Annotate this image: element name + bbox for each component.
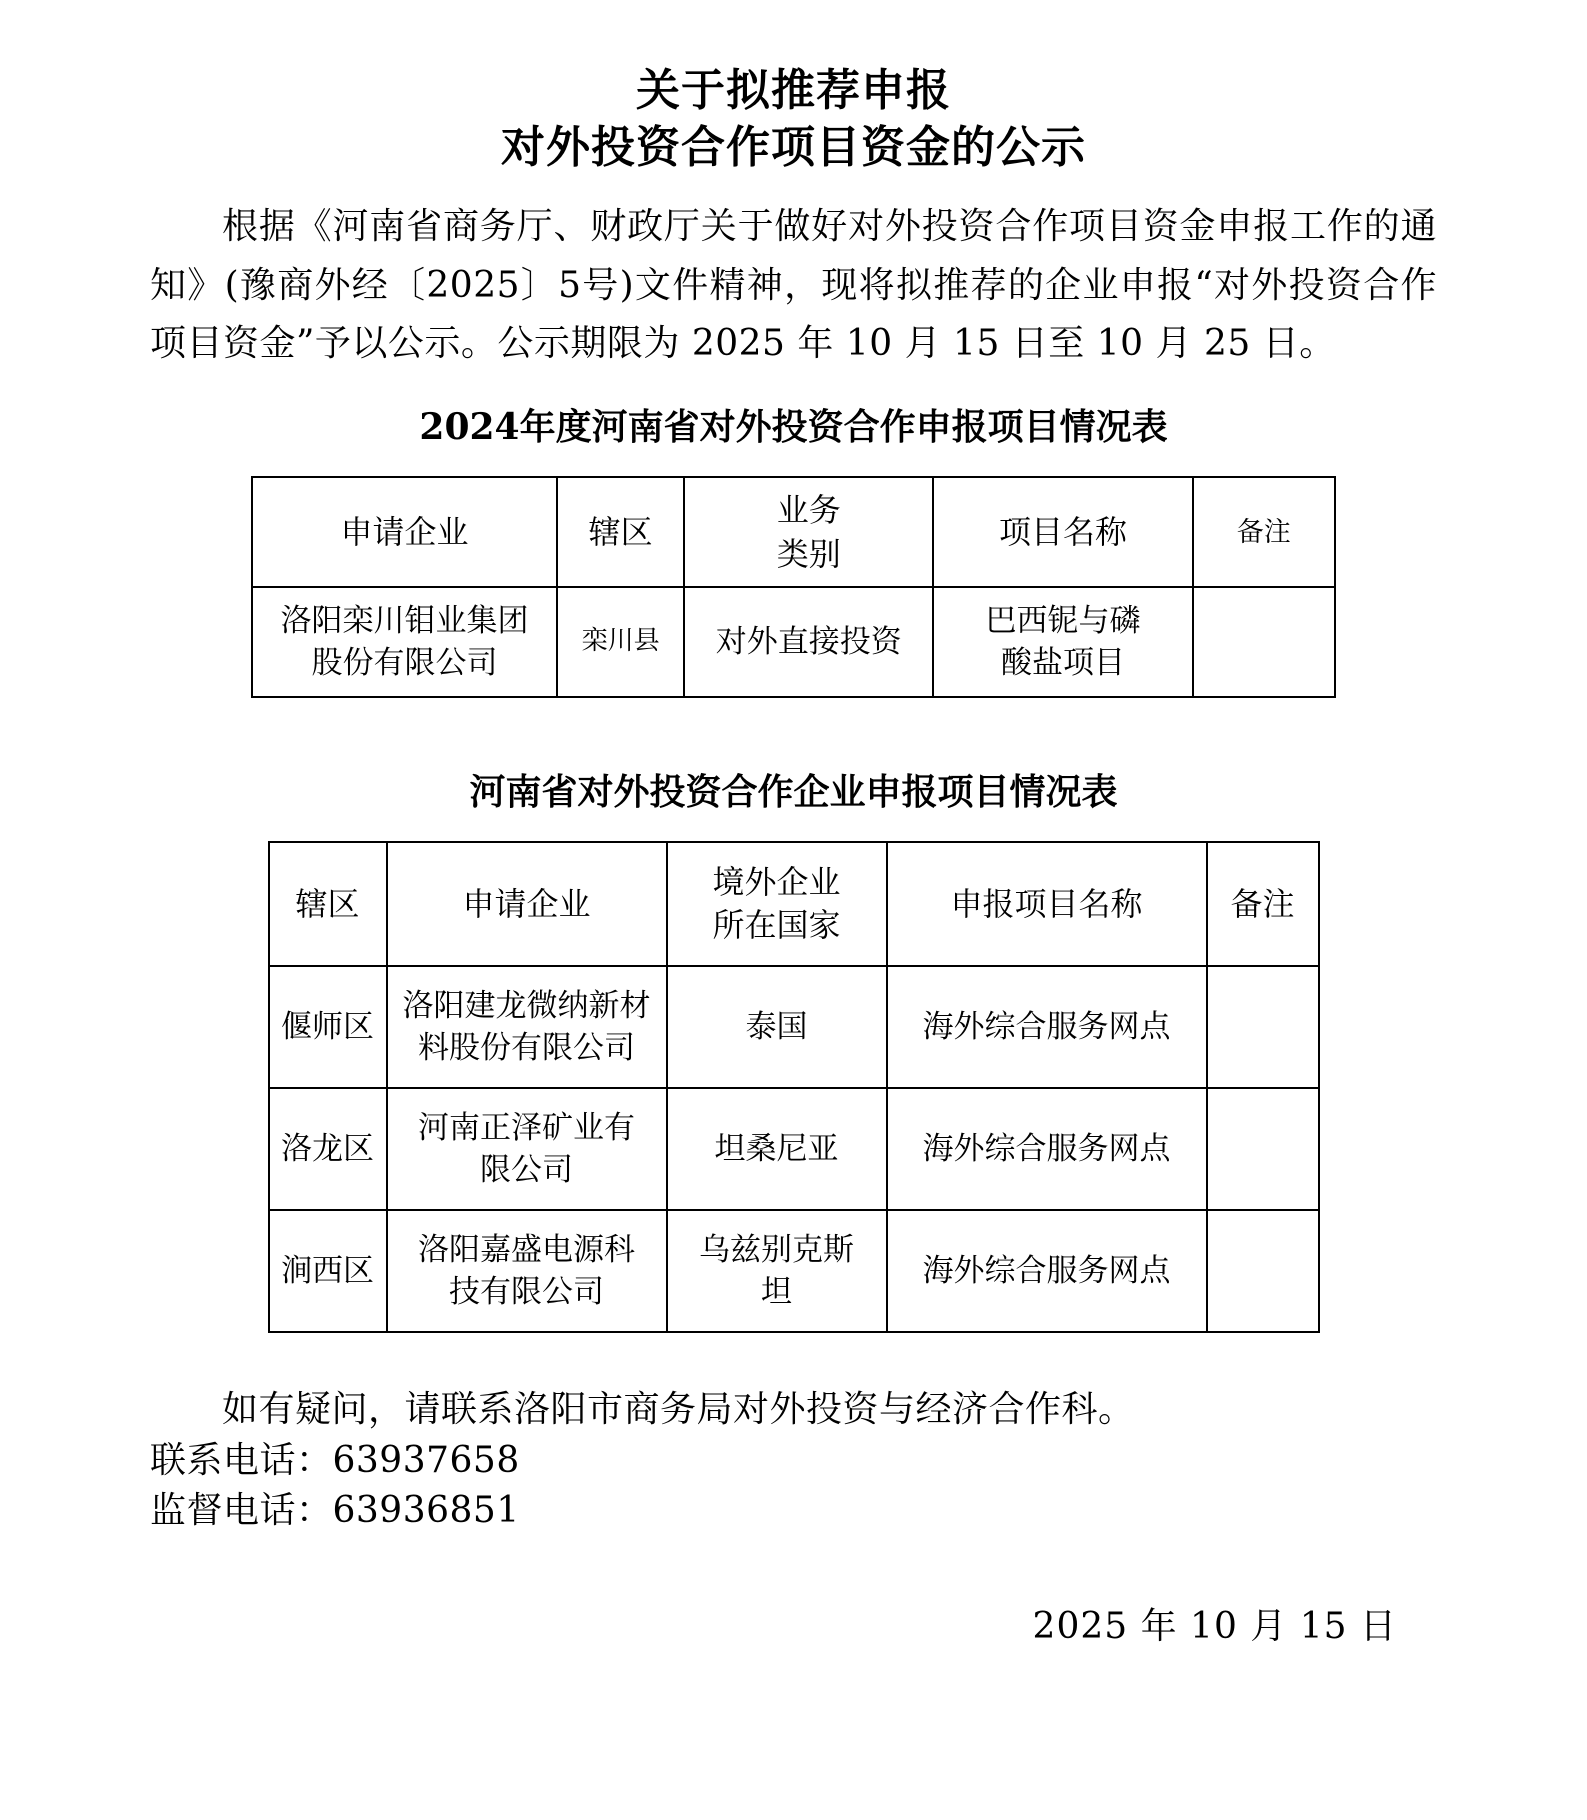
table-1-cell-applicant-line-1: 洛阳栾川钼业集团 <box>280 602 529 639</box>
footer-contact-intro: 如有疑问，请联系洛阳市商务局对外投资与经济合作科。 <box>222 1389 1135 1431</box>
page-title <box>150 0 1437 176</box>
table-1-header-district: 辖区 <box>557 477 684 587</box>
table-2-cell-applicant <box>387 1210 667 1332</box>
table-2-cell-note <box>1207 1088 1319 1210</box>
table-1-cell-note <box>1193 587 1335 697</box>
table-2-cell-country-line-1: 乌兹别克斯 <box>699 1231 854 1268</box>
table-1-cell-category: 对外直接投资 <box>684 587 933 697</box>
table-2-header-note: 备注 <box>1207 842 1319 966</box>
table-2-header-country <box>667 842 887 966</box>
table-2-cell-note <box>1207 1210 1319 1332</box>
table-1-cell-project-line-1: 巴西铌与磷 <box>985 602 1141 639</box>
table-2-caption: 河南省对外投资合作企业申报项目情况表 <box>469 771 1118 814</box>
table-2-cell-project: 海外综合服务网点 <box>887 1210 1207 1332</box>
table-2-cell-applicant-line-1: 河南正泽矿业有 <box>418 1109 635 1146</box>
table-2-enterprise-projects <box>268 841 1320 1333</box>
table-2-header-country-line-2: 所在国家 <box>712 906 841 945</box>
table-row <box>269 966 1319 1088</box>
table-1-cell-applicant-line-2: 股份有限公司 <box>311 645 498 682</box>
table-1-header-project: 项目名称 <box>933 477 1192 587</box>
table-2-cell-country <box>667 1210 887 1332</box>
page-title-line-1: 关于拟推荐申报 <box>636 65 951 116</box>
footer-supervision-phone: 监督电话：63936851 <box>150 1490 520 1532</box>
table-1-header-category-line-1: 业务 <box>776 491 841 530</box>
table-2-cell-note <box>1207 966 1319 1088</box>
table-1-header-applicant: 申请企业 <box>252 477 557 587</box>
table-2-cell-applicant-line-2: 技有限公司 <box>449 1274 604 1311</box>
table-2-cell-applicant-line-2: 料股份有限公司 <box>418 1030 635 1067</box>
table-1-header-category-line-2: 类别 <box>776 535 841 574</box>
table-2-cell-applicant <box>387 966 667 1088</box>
footer-contact-phone: 联系电话：63937658 <box>150 1439 520 1481</box>
table-2-cell-applicant <box>387 1088 667 1210</box>
table-2-header-project: 申报项目名称 <box>887 842 1207 966</box>
table-1-header-category <box>684 477 933 587</box>
footer-date: 2025 年 10 月 15 日 <box>1032 1606 1397 1648</box>
table-2-header-row <box>269 842 1319 966</box>
table-1-header-note: 备注 <box>1193 477 1335 587</box>
page-title-line-2: 对外投资合作项目资金的公示 <box>501 122 1086 174</box>
table-2-cell-applicant-line-1: 洛阳嘉盛电源科 <box>418 1231 635 1268</box>
table-2-cell-country-line-2: 坦 <box>761 1274 792 1311</box>
table-2-cell-project: 海外综合服务网点 <box>887 1088 1207 1210</box>
notice-body-paragraph: 根据《河南省商务厅、财政厅关于做好对外投资合作项目资金申报工作的通知》(豫商外经〔2025〕5号)文件精神，现将拟推荐的企业申报“对外投资合作项目资金”予以公示。公示期限为 2025 年 10 月 15 日至 10 月 25 日。 <box>150 206 1437 364</box>
table-1-cell-district: 栾川县 <box>557 587 684 697</box>
table-1-header-row <box>252 477 1335 587</box>
table-2-cell-applicant-line-2: 限公司 <box>480 1152 573 1189</box>
table-2-header-applicant: 申请企业 <box>387 842 667 966</box>
table-row <box>252 587 1335 697</box>
table-1-caption: 2024年度河南省对外投资合作申报项目情况表 <box>419 406 1168 449</box>
table-2-cell-project: 海外综合服务网点 <box>887 966 1207 1088</box>
table-1-cell-project <box>933 587 1192 697</box>
table-2-cell-district: 涧西区 <box>269 1210 387 1332</box>
table-2-cell-applicant-line-1: 洛阳建龙微纳新材 <box>402 987 651 1024</box>
table-1-cell-project-line-2: 酸盐项目 <box>1000 645 1125 682</box>
table-1-project-summary <box>251 476 1336 698</box>
table-2-cell-district: 洛龙区 <box>269 1088 387 1210</box>
table-2-header-country-line-1: 境外企业 <box>712 863 841 902</box>
footer-contact-block <box>150 1385 1437 1536</box>
table-row <box>269 1210 1319 1332</box>
table-2-cell-district: 偃师区 <box>269 966 387 1088</box>
table-2-cell-country: 坦桑尼亚 <box>667 1088 887 1210</box>
table-2-cell-country: 泰国 <box>667 966 887 1088</box>
table-row <box>269 1088 1319 1210</box>
table-2-header-district: 辖区 <box>269 842 387 966</box>
table-1-cell-applicant <box>252 587 557 697</box>
